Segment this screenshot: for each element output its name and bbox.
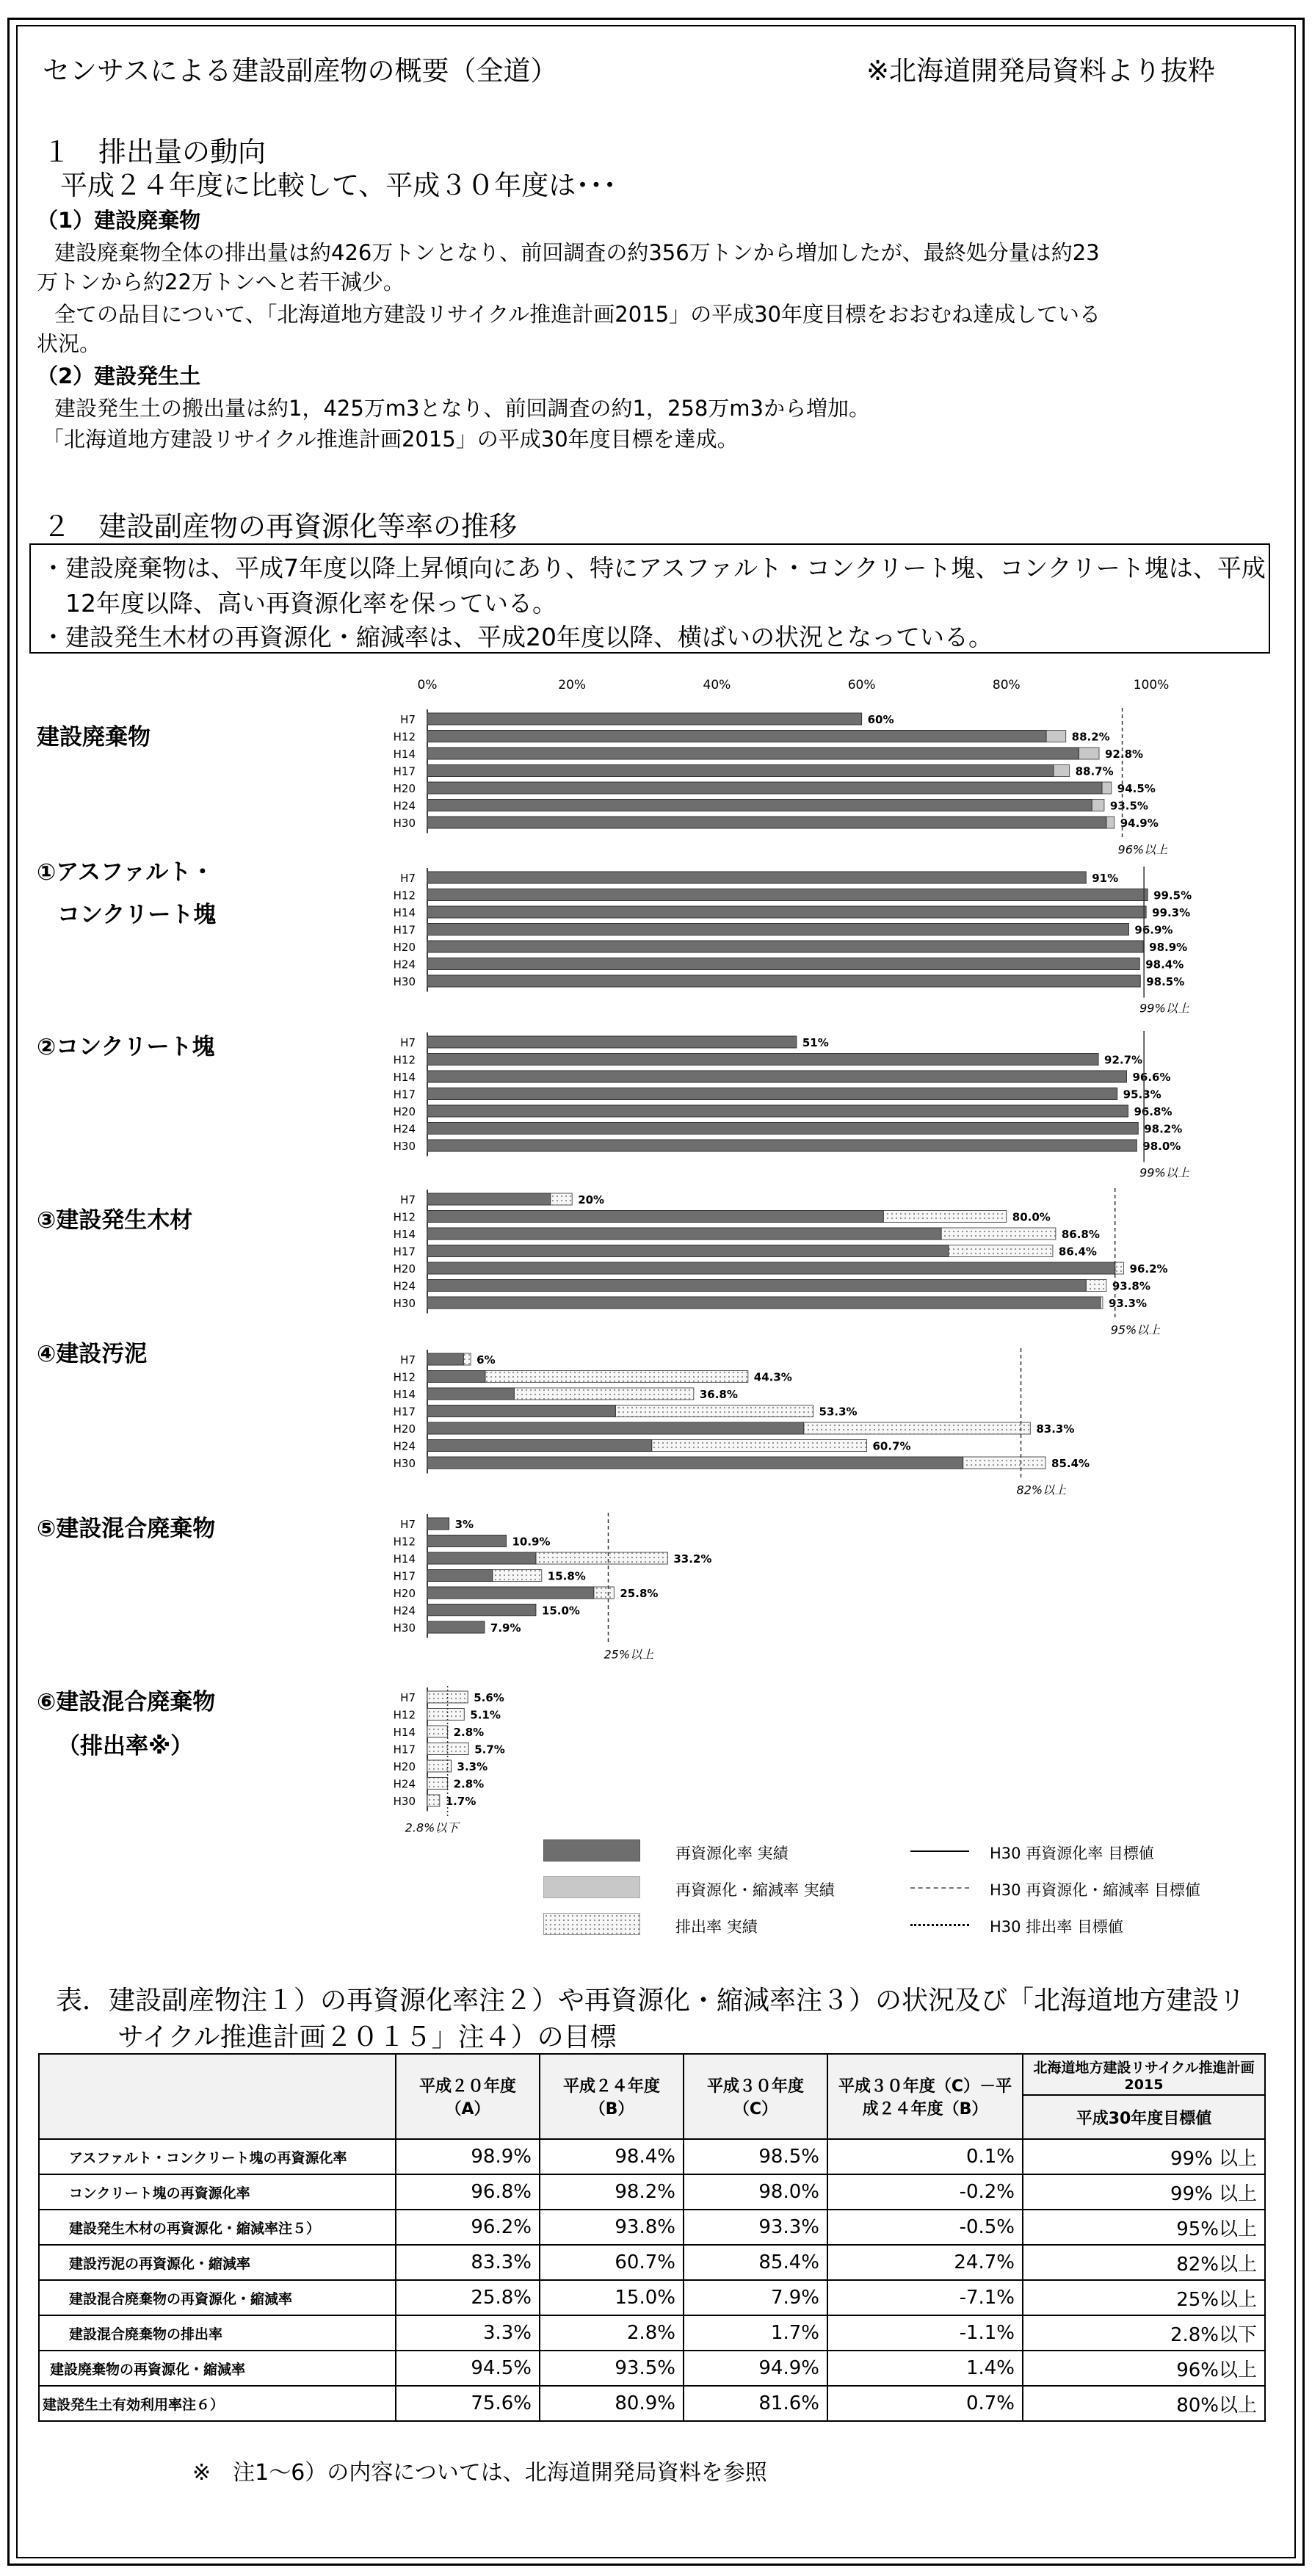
category-label: ②コンクリート塊 — [37, 1034, 215, 1060]
value-label: 94.9% — [1120, 817, 1159, 830]
table-row — [39, 2280, 1265, 2315]
bar-recycle — [427, 1140, 1137, 1151]
bar-reduce — [514, 1388, 694, 1400]
cell-diff: 1.4% — [827, 2351, 1023, 2386]
body-line: 全ての品目について、「北海道地方建設リサイクル推進計画2015」の平成30年度目標をおおむね達成している — [54, 302, 1101, 327]
value-label: 92.7% — [1104, 1053, 1143, 1067]
cell-h24: 98.4% — [540, 2139, 684, 2174]
bar-recycle — [427, 1535, 506, 1547]
item-label: （1）建設廃棄物 — [37, 208, 201, 233]
target-label: 96%以上 — [1117, 842, 1168, 857]
year-label: H7 — [400, 713, 416, 726]
legend-swatch-reduce — [543, 1876, 640, 1898]
year-label: H24 — [393, 1439, 416, 1453]
cell-target: 99% 以上 — [1023, 2174, 1265, 2210]
year-label: H17 — [393, 764, 416, 778]
bar-emission — [427, 1726, 448, 1737]
value-label: 98.0% — [1142, 1140, 1181, 1153]
bar-reduce — [949, 1245, 1053, 1257]
category-label: コンクリート塊 — [57, 902, 217, 928]
year-label: H20 — [393, 1760, 416, 1773]
body-line: 建設発生土の搬出量は約1，425万m3となり、前回調査の約1，258万m3から増加。 — [54, 396, 871, 421]
bar-reduce — [1054, 765, 1070, 777]
cell-h20: 96.8% — [396, 2174, 540, 2210]
body-line: 状況。 — [37, 331, 101, 356]
target-label: 82%以上 — [1016, 1483, 1067, 1497]
section1-heading: １ 排出量の動向 — [43, 136, 267, 168]
year-label: H20 — [393, 1262, 416, 1276]
year-label: H14 — [393, 1726, 416, 1739]
category-label: （排出率※） — [57, 1733, 194, 1759]
bar-recycle — [427, 1228, 941, 1240]
year-label: H30 — [393, 1297, 416, 1310]
year-label: H14 — [393, 906, 416, 919]
table-row — [39, 2315, 1265, 2351]
cell-target: 96%以上 — [1023, 2351, 1265, 2386]
bar-recycle — [427, 1422, 804, 1434]
cell-target: 25%以上 — [1023, 2280, 1265, 2315]
cell-h24: 93.8% — [540, 2210, 684, 2245]
table-row — [39, 2351, 1265, 2386]
bar-emission — [427, 1709, 464, 1721]
cell-target: 2.8%以下 — [1023, 2315, 1265, 2351]
header-h30: 平成３０年度（C） — [684, 2054, 827, 2139]
bar-recycle — [427, 1405, 615, 1417]
value-label: 10.9% — [512, 1535, 551, 1549]
year-label: H12 — [393, 1535, 416, 1549]
bar-reduce — [615, 1405, 813, 1417]
bar-recycle — [427, 1604, 536, 1616]
year-label: H17 — [393, 1245, 416, 1259]
year-label: H7 — [400, 1036, 416, 1049]
row-label: 建設廃棄物の再資源化・縮減率 — [39, 2351, 396, 2386]
year-label: H20 — [393, 1105, 416, 1118]
cell-h30: 98.0% — [684, 2174, 827, 2210]
cell-diff: -1.1% — [827, 2315, 1023, 2351]
bar-recycle — [427, 1036, 797, 1048]
year-label: H7 — [400, 1193, 416, 1206]
bar-recycle — [427, 1071, 1126, 1082]
category-label: 建設廃棄物 — [37, 724, 151, 750]
bar-reduce — [941, 1228, 1056, 1240]
year-label: H30 — [393, 1621, 416, 1635]
row-label: 建設混合廃棄物の排出率 — [39, 2315, 396, 2351]
year-label: H20 — [393, 782, 416, 795]
cell-h24: 2.8% — [540, 2315, 684, 2351]
table-row — [39, 2174, 1265, 2210]
year-label: H7 — [400, 872, 416, 885]
cell-h20: 83.3% — [396, 2245, 540, 2280]
value-label: 98.4% — [1145, 958, 1184, 972]
value-label: 88.7% — [1075, 764, 1114, 778]
section2-heading: ２ 建設副産物の再資源化等率の推移 — [43, 510, 518, 543]
bar-recycle — [427, 748, 1079, 759]
header-target: 平成30年度目標値 — [1023, 2095, 1265, 2139]
year-label: H7 — [400, 1518, 416, 1531]
year-label: H20 — [393, 1422, 416, 1436]
legend-line-reduce — [910, 1887, 969, 1889]
value-label: 94.5% — [1117, 782, 1156, 795]
year-label: H14 — [393, 1071, 416, 1084]
bar-recycle — [427, 1552, 536, 1564]
cell-diff: -0.2% — [827, 2174, 1023, 2210]
year-label: H12 — [393, 1210, 416, 1224]
value-label: 93.3% — [1108, 1297, 1147, 1310]
bar-recycle — [427, 713, 862, 725]
table-row — [39, 2386, 1265, 2421]
bar-recycle — [427, 1371, 485, 1383]
header-h20: 平成２０年度（A） — [396, 2054, 540, 2139]
year-label: H30 — [393, 1795, 416, 1808]
year-label: H17 — [393, 1405, 416, 1419]
x-tick-label: 60% — [847, 678, 876, 692]
year-label: H24 — [393, 1604, 416, 1618]
value-label: 96.2% — [1129, 1262, 1168, 1276]
bar-reduce — [536, 1552, 667, 1564]
bar-reduce — [963, 1457, 1045, 1469]
value-label: 99.3% — [1152, 906, 1191, 919]
header-plan: 北海道地方建設リサイクル推進計画2015 — [1023, 2054, 1265, 2095]
bar-recycle — [427, 1570, 493, 1582]
year-label: H12 — [393, 730, 416, 744]
bar-recycle — [427, 906, 1146, 918]
cell-h20: 94.5% — [396, 2351, 540, 2386]
row-label: コンクリート塊の再資源化率 — [39, 2174, 396, 2210]
bar-reduce — [1115, 1262, 1124, 1274]
cell-h20: 96.2% — [396, 2210, 540, 2245]
bar-recycle — [427, 1054, 1098, 1066]
cell-diff: 0.7% — [827, 2386, 1023, 2421]
bar-recycle — [427, 1088, 1117, 1100]
table-row — [39, 2245, 1265, 2280]
bar-recycle — [427, 817, 1106, 828]
row-label: アスファルト・コンクリート塊の再資源化率 — [39, 2139, 396, 2174]
x-tick-label: 100% — [1133, 678, 1170, 692]
bar-emission — [427, 1795, 440, 1806]
footnote: ※ 注1～6）の内容については、北海道開発局資料を参照 — [192, 2460, 767, 2486]
cell-h24: 80.9% — [540, 2386, 684, 2421]
target-label: 25%以上 — [604, 1647, 654, 1662]
value-label: 91% — [1092, 872, 1119, 885]
value-label: 98.5% — [1146, 975, 1185, 988]
value-label: 33.2% — [673, 1552, 712, 1566]
bar-reduce — [594, 1587, 615, 1599]
year-label: H14 — [393, 748, 416, 761]
value-label: 93.8% — [1112, 1279, 1150, 1293]
category-label: ⑥建設混合廃棄物 — [37, 1689, 216, 1715]
bar-recycle — [427, 958, 1139, 970]
cell-h30: 85.4% — [684, 2245, 827, 2280]
legend-line-recycle — [910, 1850, 969, 1852]
year-label: H7 — [400, 1691, 416, 1704]
bar-recycle — [427, 1105, 1128, 1117]
bar-reduce — [1046, 731, 1066, 742]
bar-recycle — [427, 889, 1148, 901]
body-line: 建設廃棄物全体の排出量は約426万トンとなり、前回調査の約356万トンから増加したが、最終処分量は約23 — [54, 240, 1100, 265]
bar-reduce — [1106, 817, 1115, 828]
value-label: 36.8% — [699, 1388, 738, 1401]
bar-reduce — [493, 1570, 542, 1582]
category-label: ④建設汚泥 — [37, 1341, 148, 1367]
bar-reduce — [1086, 1280, 1106, 1292]
bar-recycle — [427, 1457, 963, 1469]
item-label: （2）建設発生土 — [37, 363, 201, 388]
cell-h30: 1.7% — [684, 2315, 827, 2351]
value-label: 86.4% — [1058, 1245, 1097, 1259]
year-label: H20 — [393, 1587, 416, 1600]
value-label: 5.7% — [474, 1743, 505, 1756]
value-label: 5.6% — [474, 1691, 504, 1704]
bar-emission — [427, 1778, 448, 1790]
bar-recycle — [427, 1262, 1115, 1274]
year-label: H17 — [393, 1743, 416, 1756]
value-label: 15.8% — [547, 1569, 586, 1583]
value-label: 7.9% — [490, 1621, 521, 1635]
cell-diff: -0.5% — [827, 2210, 1023, 2245]
bar-recycle — [427, 1518, 449, 1530]
target-label: 99%以上 — [1139, 1165, 1189, 1180]
value-label: 95.3% — [1123, 1088, 1161, 1101]
bar-reduce — [1092, 800, 1104, 811]
header-blank — [39, 2054, 396, 2139]
value-label: 1.7% — [445, 1795, 476, 1808]
legend-swatch-emission — [543, 1913, 640, 1935]
year-label: H17 — [393, 1088, 416, 1101]
cell-h20: 3.3% — [396, 2315, 540, 2351]
bar-recycle — [427, 924, 1128, 936]
cell-h20: 75.6% — [396, 2386, 540, 2421]
bar-reduce — [551, 1193, 573, 1205]
legend-label: H30 排出率 目標値 — [990, 1918, 1123, 1936]
bar-reduce — [485, 1371, 748, 1383]
cell-h30: 93.3% — [684, 2210, 827, 2245]
table-caption: サイクル推進計画２０１５」注４）の目標 — [117, 2022, 617, 2052]
value-label: 83.3% — [1036, 1422, 1075, 1436]
bar-reduce — [1079, 748, 1099, 759]
value-label: 86.8% — [1061, 1228, 1100, 1241]
summary-line: ・建設廃棄物は、平成7年度以降上昇傾向にあり、特にアスファルト・コンクリート塊、コンクリート塊は、平成 — [41, 554, 1266, 582]
bar-reduce — [652, 1440, 867, 1452]
year-label: H14 — [393, 1228, 416, 1241]
value-label: 85.4% — [1051, 1457, 1090, 1470]
x-tick-label: 0% — [417, 678, 438, 692]
bar-reduce — [463, 1353, 471, 1365]
target-label: 95%以上 — [1110, 1323, 1161, 1337]
row-label: 建設混合廃棄物の再資源化・縮減率 — [39, 2280, 396, 2315]
value-label: 44.3% — [753, 1370, 792, 1384]
value-label: 92.8% — [1105, 748, 1144, 761]
section1-subheading: 平成２４年度に比較して、平成３０年度は･･･ — [60, 170, 617, 201]
bar-reduce — [883, 1211, 1007, 1223]
cell-h30: 98.5% — [684, 2139, 827, 2174]
year-label: H24 — [393, 958, 416, 972]
legend-label: 再資源化率 実績 — [675, 1845, 789, 1862]
bar-recycle — [427, 1621, 485, 1633]
bar-recycle — [427, 1280, 1086, 1292]
category-label: ⑤建設混合廃棄物 — [37, 1516, 216, 1542]
category-label: ①アスファルト・ — [37, 859, 214, 886]
summary-line: ・建設発生木材の再資源化・縮減率は、平成20年度以降、横ばいの状況となっている。 — [41, 623, 993, 651]
value-label: 2.8% — [453, 1726, 485, 1739]
value-label: 5.1% — [470, 1708, 501, 1722]
year-label: H17 — [393, 923, 416, 937]
table-row — [39, 2210, 1265, 2245]
cell-target: 80%以上 — [1023, 2386, 1265, 2421]
bar-recycle — [427, 1193, 551, 1205]
year-label: H14 — [393, 1388, 416, 1401]
value-label: 99.5% — [1153, 889, 1192, 902]
value-label: 96.8% — [1134, 1105, 1173, 1118]
table-caption: 表．建設副産物注１）の再資源化率注２）や再資源化・縮減率注３）の状況及び「北海道地方建設リ — [56, 1986, 1246, 2016]
value-label: 3% — [454, 1518, 474, 1531]
bar-recycle — [427, 1123, 1138, 1135]
row-label: 建設汚泥の再資源化・縮減率 — [39, 2245, 396, 2280]
value-label: 60% — [867, 713, 894, 726]
cell-h24: 60.7% — [540, 2245, 684, 2280]
year-label: H7 — [400, 1353, 416, 1367]
bar-recycle — [427, 975, 1140, 987]
bar-recycle — [427, 1587, 594, 1599]
summary-line: 12年度以降、高い再資源化率を保っている。 — [41, 589, 557, 618]
bar-recycle — [427, 872, 1086, 883]
target-label: 2.8%以下 — [405, 1820, 459, 1835]
source-note: ※北海道開発局資料より抜粋 — [866, 55, 1216, 87]
cell-diff: -7.1% — [827, 2280, 1023, 2315]
bar-reduce — [1102, 782, 1112, 794]
bar-recycle — [427, 1440, 652, 1452]
value-label: 98.9% — [1149, 941, 1188, 954]
legend-label: H30 再資源化率 目標値 — [990, 1845, 1154, 1862]
value-label: 51% — [802, 1036, 829, 1049]
year-label: H12 — [393, 889, 416, 902]
year-label: H12 — [393, 1053, 416, 1067]
year-label: H17 — [393, 1569, 416, 1583]
bar-recycle — [427, 1388, 514, 1400]
legend-line-emission — [910, 1924, 969, 1926]
value-label: 20% — [578, 1193, 605, 1206]
year-label: H30 — [393, 1140, 416, 1153]
bar-emission — [427, 1760, 452, 1772]
bar-recycle — [427, 782, 1102, 794]
cell-h24: 98.2% — [540, 2174, 684, 2210]
row-label: 建設発生木材の再資源化・縮減率注５） — [39, 2210, 396, 2245]
year-label: H24 — [393, 1777, 416, 1791]
cell-h30: 94.9% — [684, 2351, 827, 2386]
recycling-table — [38, 2053, 1266, 2422]
row-label: 建設発生土有効利用率注６） — [39, 2386, 396, 2421]
year-label: H12 — [393, 1370, 416, 1384]
value-label: 2.8% — [453, 1777, 485, 1791]
cell-h24: 93.5% — [540, 2351, 684, 2386]
year-label: H30 — [393, 975, 416, 988]
legend-label: 再資源化・縮減率 実績 — [675, 1881, 835, 1899]
bar-recycle — [427, 800, 1092, 811]
cell-target: 95%以上 — [1023, 2210, 1265, 2245]
target-label: 99%以上 — [1139, 1001, 1189, 1016]
body-line: 「北海道地方建設リサイクル推進計画2015」の平成30年度目標を達成。 — [43, 427, 739, 452]
header-h24: 平成２４年度（B） — [540, 2054, 684, 2139]
legend-swatch-recycle — [543, 1839, 640, 1862]
year-label: H24 — [393, 1122, 416, 1136]
page-title: センサスによる建設副産物の概要（全道） — [43, 55, 558, 87]
bar-recycle — [427, 765, 1054, 777]
cell-diff: 0.1% — [827, 2139, 1023, 2174]
value-label: 6% — [476, 1353, 496, 1367]
x-tick-label: 20% — [558, 678, 587, 692]
year-label: H12 — [393, 1708, 416, 1722]
year-label: H14 — [393, 1552, 416, 1566]
x-tick-label: 80% — [992, 678, 1021, 692]
cell-h30: 81.6% — [684, 2386, 827, 2421]
cell-diff: 24.7% — [827, 2245, 1023, 2280]
value-label: 3.3% — [457, 1760, 488, 1773]
value-label: 96.9% — [1134, 923, 1173, 937]
x-tick-label: 40% — [703, 678, 731, 692]
value-label: 93.5% — [1109, 799, 1148, 813]
bar-recycle — [427, 1297, 1101, 1309]
value-label: 25.8% — [620, 1587, 659, 1600]
cell-h30: 7.9% — [684, 2280, 827, 2315]
cell-h20: 25.8% — [396, 2280, 540, 2315]
value-label: 88.2% — [1071, 730, 1110, 744]
legend-label: 排出率 実績 — [675, 1918, 758, 1936]
bar-recycle — [427, 1211, 883, 1223]
year-label: H24 — [393, 1279, 416, 1293]
value-label: 98.2% — [1144, 1122, 1183, 1136]
table-row — [39, 2139, 1265, 2174]
bar-reduce — [804, 1422, 1031, 1434]
body-line: 万トンから約22万トンへと若干減少。 — [37, 269, 405, 294]
bar-recycle — [427, 941, 1143, 952]
bar-recycle — [427, 731, 1046, 742]
year-label: H30 — [393, 1457, 416, 1470]
value-label: 53.3% — [819, 1405, 858, 1419]
cell-h24: 15.0% — [540, 2280, 684, 2315]
value-label: 96.6% — [1132, 1071, 1171, 1084]
value-label: 15.0% — [541, 1604, 580, 1618]
bar-recycle — [427, 1353, 463, 1365]
cell-target: 99% 以上 — [1023, 2139, 1265, 2174]
value-label: 60.7% — [872, 1439, 911, 1453]
bar-recycle — [427, 1245, 949, 1257]
legend-label: H30 再資源化・縮減率 目標値 — [990, 1881, 1200, 1899]
cell-h20: 98.9% — [396, 2139, 540, 2174]
year-label: H30 — [393, 817, 416, 830]
value-label: 80.0% — [1012, 1210, 1051, 1224]
header-diff: 平成３０年度（C）－平成２４年度（B） — [827, 2054, 1023, 2139]
year-label: H24 — [393, 799, 416, 813]
year-label: H20 — [393, 941, 416, 954]
category-label: ③建設発生木材 — [37, 1207, 193, 1234]
cell-target: 82%以上 — [1023, 2245, 1265, 2280]
